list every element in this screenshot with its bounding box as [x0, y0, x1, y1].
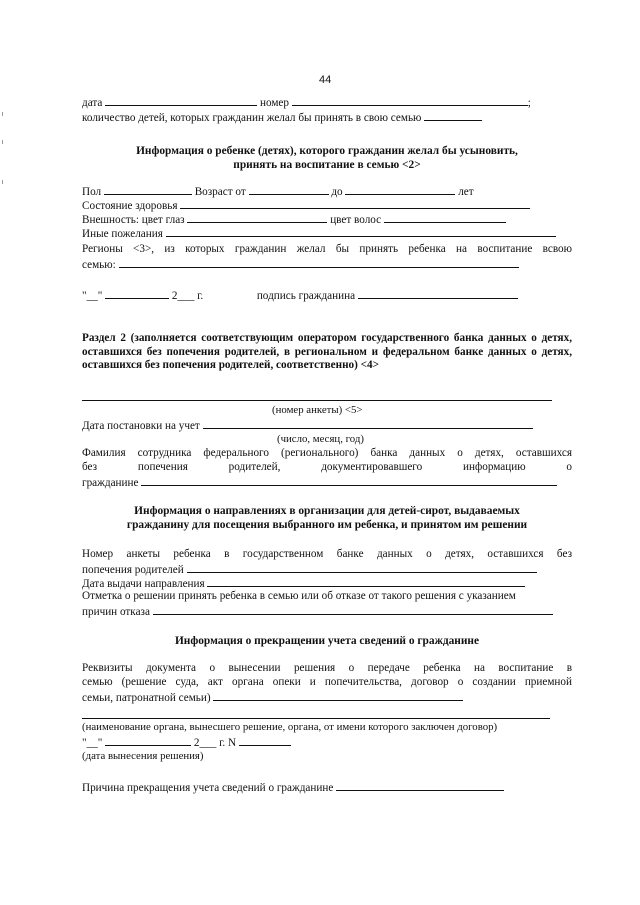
citizen-line: гражданине [82, 475, 572, 490]
form-number-field[interactable] [82, 400, 552, 401]
decision-date-caption: (дата вынесения решения) [82, 750, 204, 762]
health-line: Состояние здоровья [82, 198, 572, 213]
scan-edge-mark [2, 140, 3, 144]
other-wishes-line: Иные пожелания [82, 226, 572, 241]
family-line: семью: [82, 257, 572, 272]
eye-color-field[interactable] [187, 212, 327, 223]
decision-field[interactable] [153, 604, 553, 615]
number-field[interactable] [292, 95, 528, 106]
employee-line-1: Фамилия сотрудника федерального (регионального) банка данных о детях, оставшихся [82, 447, 572, 459]
citizen-field[interactable] [141, 475, 557, 486]
scan-edge-mark [2, 180, 3, 184]
child-form-number-line-2: попечения родителей [82, 562, 572, 577]
referral-date-field[interactable] [207, 576, 525, 587]
referral-date-line: Дата выдачи направления [82, 576, 572, 591]
heading-referrals: Информация о направлениях в организации для детей-сирот, выдаваемых гражданину для посещения выбранного им ребенка, и принятом им решении [126, 505, 528, 531]
requisites-line-2: семью (решение суда, акт органа опеки и попечительства, договор о создании приемной [82, 676, 572, 688]
decision-line-1: Отметка о решении принять ребенка в семью или об отказе от такого решения с указанием [82, 590, 516, 602]
requisites-line-3: семьи, патронатной семьи) [82, 690, 572, 705]
other-wishes-field[interactable] [166, 226, 556, 237]
age-from-field[interactable] [249, 184, 329, 195]
decision-line-2: причин отказа [82, 604, 572, 619]
child-form-number-field[interactable] [187, 562, 537, 573]
decision-month-field[interactable] [105, 735, 191, 746]
heading-child-info: Информация о ребенке (детях), которого гражданин желал бы усыновить, принять на воспитание в семью <2> [136, 145, 518, 171]
regions-line: Регионы <3>, из которых гражданин желал бы принять ребенка на воспитание всвою [82, 243, 572, 255]
health-field[interactable] [180, 198, 530, 209]
month-field[interactable] [105, 288, 169, 299]
date-field[interactable] [105, 95, 257, 106]
requisites-field[interactable] [213, 690, 463, 701]
children-count-field[interactable] [424, 110, 482, 121]
employee-line-2: без попечения родителей, документировавшего информацию о [82, 461, 572, 473]
appearance-line: Внешность: цвет глаз цвет волос [82, 212, 572, 227]
requisites-line-1: Реквизиты документа о вынесении решения о передаче ребенка на воспитание в [82, 662, 572, 674]
children-count-line: количество детей, которых гражданин желал бы принять в свою семью [82, 110, 572, 125]
decision-date-line: "__" 2___ г. N [82, 735, 572, 750]
sex-age-line: Пол Возраст от до лет [82, 186, 474, 198]
page-number: 44 [319, 74, 332, 86]
registration-date-field[interactable] [203, 418, 533, 429]
decision-number-field[interactable] [239, 735, 291, 746]
section-2-heading: Раздел 2 (заполняется соответствующим оператором государственного банка данных о детях, оставшихся без попечения родителей, в региональном и федеральном банке данных о детях, оставшихся без попечения родителей, соответственно) <4> [82, 332, 572, 371]
age-to-field[interactable] [345, 184, 455, 195]
termination-reason-line: Причина прекращения учета сведений о гражданине [82, 780, 572, 795]
organ-field[interactable] [82, 718, 550, 719]
date-caption: (число, месяц, год) [277, 433, 364, 445]
date-signature-line: "__" 2___ г. подпись гражданина [82, 288, 572, 303]
heading-termination: Информация о прекращении учета сведений о гражданине [174, 635, 480, 647]
family-field[interactable] [119, 257, 519, 268]
date-number-line: дата номер ; [82, 97, 531, 109]
registration-date-line: Дата постановки на учет [82, 418, 572, 433]
form-number-caption: (номер анкеты) <5> [272, 404, 363, 416]
signature-field[interactable] [358, 288, 518, 299]
scan-edge-mark [2, 112, 3, 116]
termination-reason-field[interactable] [336, 780, 504, 791]
sex-field[interactable] [104, 184, 192, 195]
hair-color-field[interactable] [384, 212, 506, 223]
organ-caption: (наименование органа, вынесшего решение, органа, от имени которого заключен договор) [82, 721, 498, 733]
child-form-number-line-1: Номер анкеты ребенка в государственном банке данных о детях, оставшихся без [82, 548, 572, 560]
